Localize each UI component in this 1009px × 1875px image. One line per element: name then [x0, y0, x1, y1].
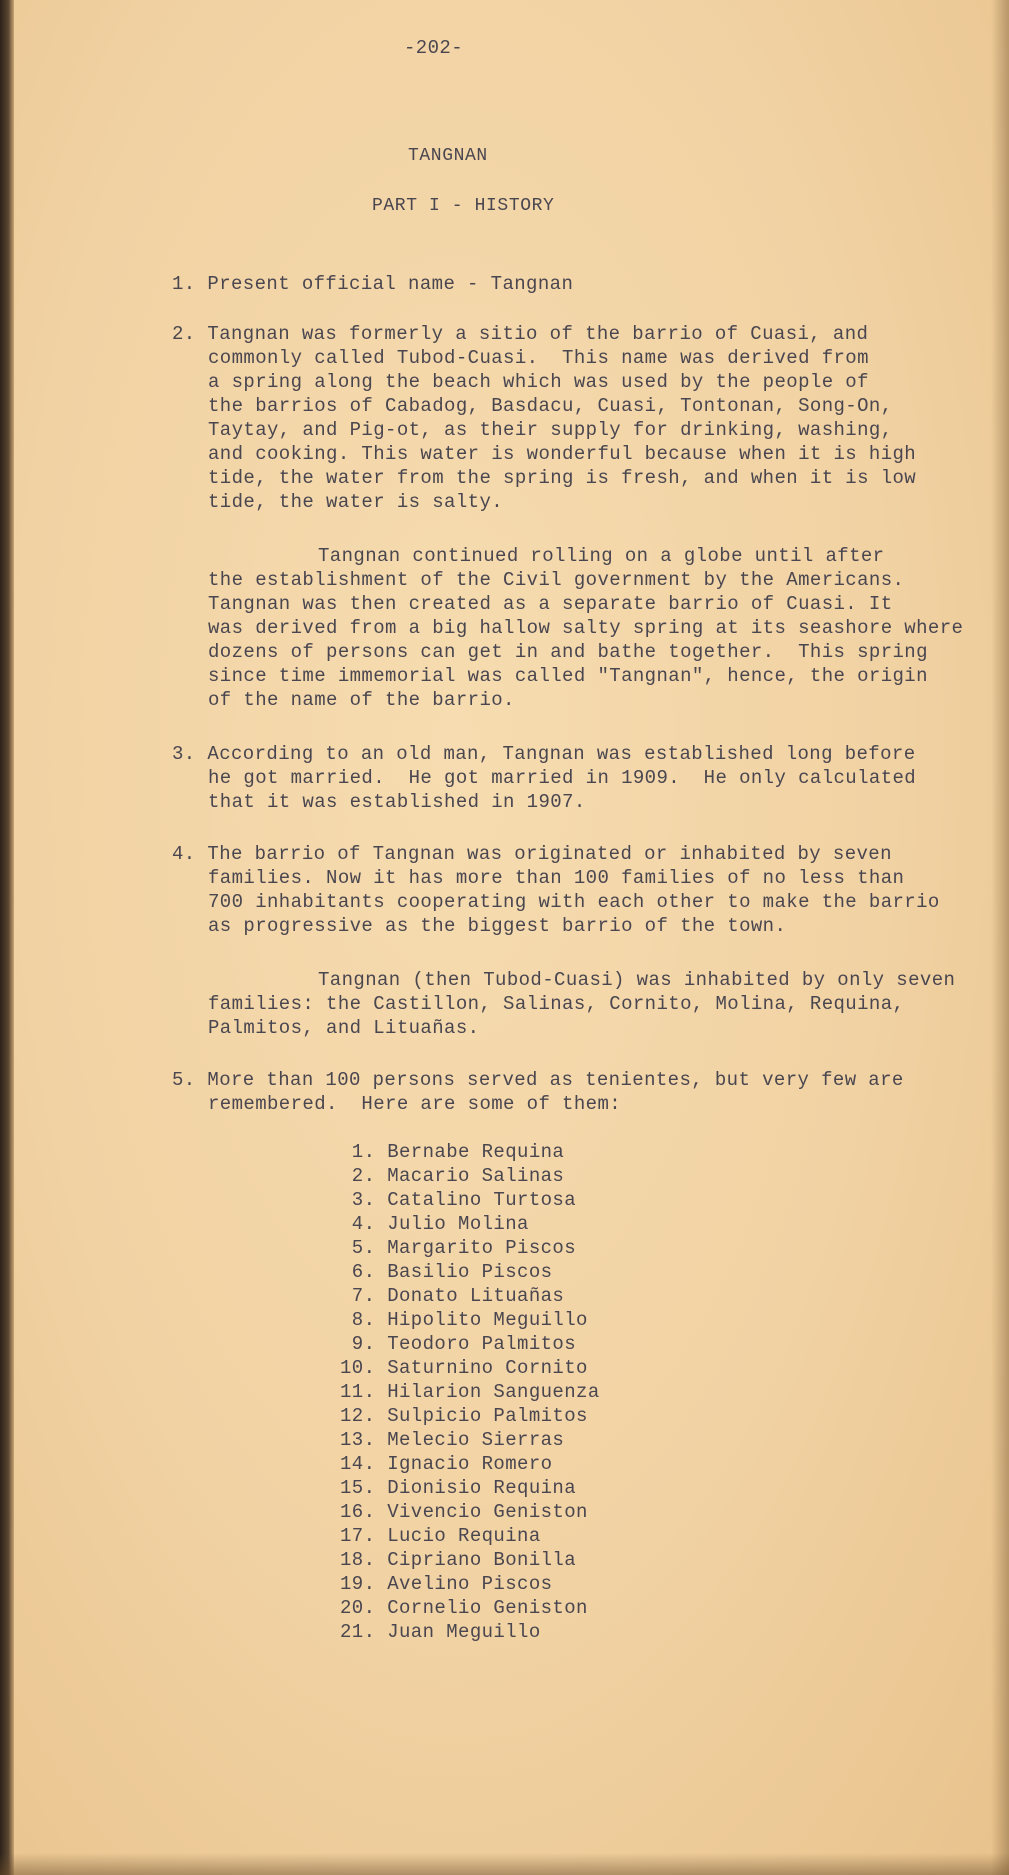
item-2-line-1: 2. Tangnan was formerly a sitio of the barrio of Cuasi, and [172, 323, 869, 345]
item-5-line-2: remembered. Here are some of them: [208, 1093, 622, 1115]
teniente-list-item: 11. Hilarion Sanguenza [340, 1381, 600, 1403]
item-2-line-7: tide, the water from the spring is fresh, and when it is low [208, 467, 917, 489]
document-subtitle: PART I - HISTORY [372, 196, 555, 216]
item-2-para2-line-3: Tangnan was then created as a separate barrio of Cuasi. It [208, 593, 893, 615]
item-4-line-1: 4. The barrio of Tangnan was originated or inhabited by seven [172, 843, 892, 865]
item-4-para2-line-3: Palmitos, and Lituañas. [208, 1017, 480, 1039]
item-2-line-4: the barrios of Cabadog, Basdacu, Cuasi, Tontonan, Song-On, [208, 395, 893, 417]
teniente-list-item: 3. Catalino Turtosa [340, 1189, 577, 1211]
teniente-list-item: 12. Sulpicio Palmitos [340, 1405, 588, 1427]
teniente-list-item: 9. Teodoro Palmitos [340, 1333, 577, 1355]
item-2-para2-line-6: since time immemorial was called "Tangnan", hence, the origin [208, 665, 928, 687]
item-4-para2-line-1: Tangnan (then Tubod-Cuasi) was inhabited by only seven [318, 969, 956, 991]
teniente-list-item: 20. Cornelio Geniston [340, 1597, 588, 1619]
item-4-para2-line-2: families: the Castillon, Salinas, Cornito, Molina, Requina, [208, 993, 905, 1015]
teniente-list-item: 5. Margarito Piscos [340, 1237, 577, 1259]
teniente-list-item: 10. Saturnino Cornito [340, 1357, 588, 1379]
teniente-list-item: 7. Donato Lituañas [340, 1285, 565, 1307]
teniente-list-item: 15. Dionisio Requina [340, 1477, 577, 1499]
item-3-line-1: 3. According to an old man, Tangnan was established long before [172, 743, 916, 765]
teniente-list-item: 4. Julio Molina [340, 1213, 529, 1235]
item-2-para2-line-7: of the name of the barrio. [208, 689, 515, 711]
page-binding [0, 0, 14, 1875]
item-3-line-2: he got married. He got married in 1909. He only calculated [208, 767, 917, 789]
teniente-list-item: 1. Bernabe Requina [340, 1141, 565, 1163]
item-3-line-3: that it was established in 1907. [208, 791, 586, 813]
page-bottom-shadow [0, 1853, 1009, 1875]
item-2-para2-line-1: Tangnan continued rolling on a globe until after [318, 545, 885, 567]
item-4-line-2: families. Now it has more than 100 families of no less than [208, 867, 905, 889]
item-2-line-5: Taytay, and Pig-ot, as their supply for drinking, washing, [208, 419, 893, 441]
item-1-line: 1. Present official name - Tangnan [172, 273, 574, 295]
item-4-line-4: as progressive as the biggest barrio of the town. [208, 915, 787, 937]
page-edge-shadow [991, 0, 1009, 1875]
item-4-line-3: 700 inhabitants cooperating with each other to make the barrio [208, 891, 940, 913]
teniente-list-item: 8. Hipolito Meguillo [340, 1309, 588, 1331]
item-2-line-3: a spring along the beach which was used by the people of [208, 371, 869, 393]
item-5-line-1: 5. More than 100 persons served as tenientes, but very few are [172, 1069, 904, 1091]
teniente-list-item: 14. Ignacio Romero [340, 1453, 553, 1475]
teniente-list-item: 21. Juan Meguillo [340, 1621, 541, 1643]
item-2-line-6: and cooking. This water is wonderful because when it is high [208, 443, 917, 465]
teniente-list-item: 2. Macario Salinas [340, 1165, 565, 1187]
item-2-para2-line-5: dozens of persons can get in and bathe together. This spring [208, 641, 928, 663]
document-title: TANGNAN [408, 146, 488, 166]
teniente-list-item: 17. Lucio Requina [340, 1525, 541, 1547]
item-2-para2-line-2: the establishment of the Civil government by the Americans. [208, 569, 905, 591]
teniente-list-item: 19. Avelino Piscos [340, 1573, 553, 1595]
teniente-list-item: 6. Basilio Piscos [340, 1261, 553, 1283]
item-2-line-2: commonly called Tubod-Cuasi. This name was derived from [208, 347, 869, 369]
page-number: -202- [404, 37, 464, 59]
teniente-list-item: 13. Melecio Sierras [340, 1429, 565, 1451]
teniente-list-item: 16. Vivencio Geniston [340, 1501, 588, 1523]
teniente-list-item: 18. Cipriano Bonilla [340, 1549, 577, 1571]
item-2-para2-line-4: was derived from a big hallow salty spring at its seashore where [208, 617, 964, 639]
item-2-line-8: tide, the water is salty. [208, 491, 504, 513]
